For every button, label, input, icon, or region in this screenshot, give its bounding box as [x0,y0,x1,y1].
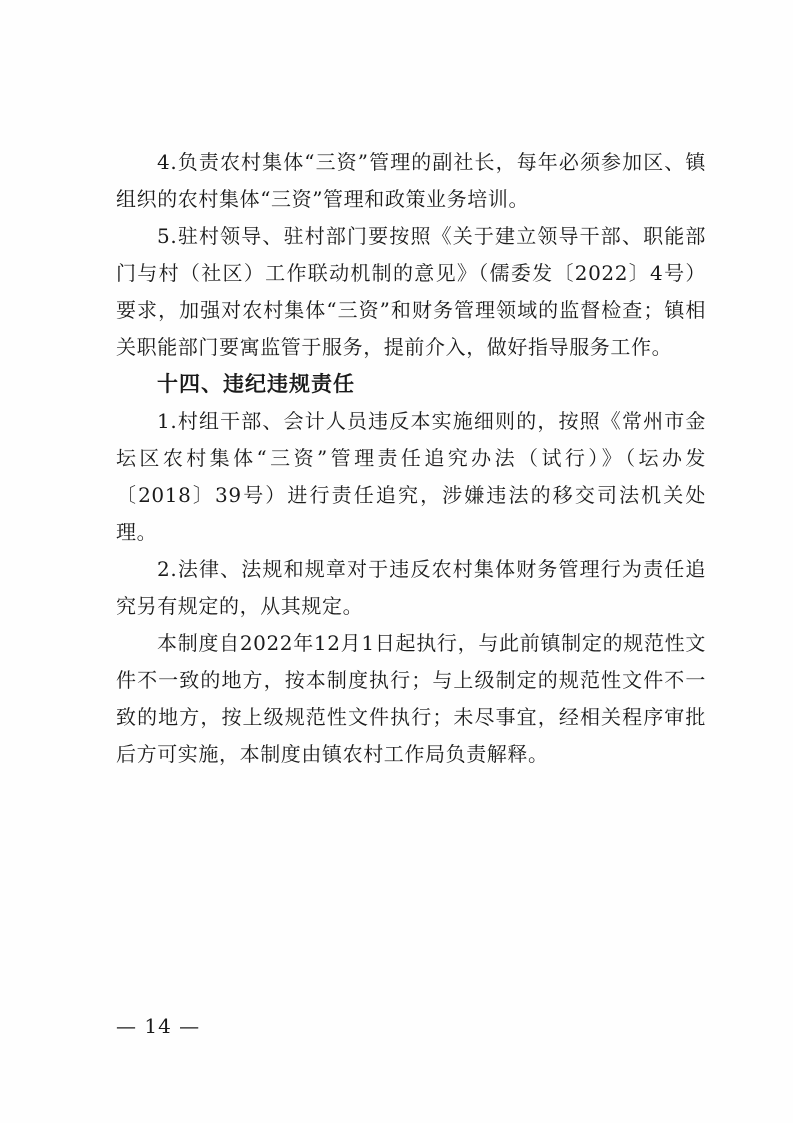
paragraph-item-5: 5.驻村领导、驻村部门要按照《关于建立领导干部、职能部门与村（社区）工作联动机制的意见》（儒委发〔2022〕4号）要求，加强对农村集体“三资”和财务管理领域的监督检查；镇相关职能部门要寓监管于服务，提前介入，做好指导服务工作。 [116,224,706,359]
paragraph-responsibility-2: 2.法律、法规和规章对于违反农村集体财务管理行为责任追究另有规定的，从其规定。 [116,557,706,618]
paragraph-item-4: 4.负责农村集体“三资”管理的副社长，每年必须参加区、镇组织的农村集体“三资”管理和政策业务培训。 [116,150,706,211]
section-heading: 十四、违纪违规责任 [157,372,355,396]
document-body [116,144,706,773]
paragraph-effective-date: 本制度自2022年12月1日起执行，与此前镇制定的规范性文件不一致的地方，按本制度执行；与上级制定的规范性文件不一致的地方，按上级规范性文件执行；未尽事宜，经相关程序审批后方可实施，本制度由镇农村工作局负责解释。 [116,631,706,766]
paragraph-responsibility-1: 1.村组干部、会计人员违反本实施细则的，按照《常州市金坛区农村集体“三资”管理责任追究办法（试行）》（坛办发〔2018〕39号）进行责任追究，涉嫌违法的移交司法机关处理。 [116,409,706,544]
page-number: — 14 — [116,1014,201,1038]
